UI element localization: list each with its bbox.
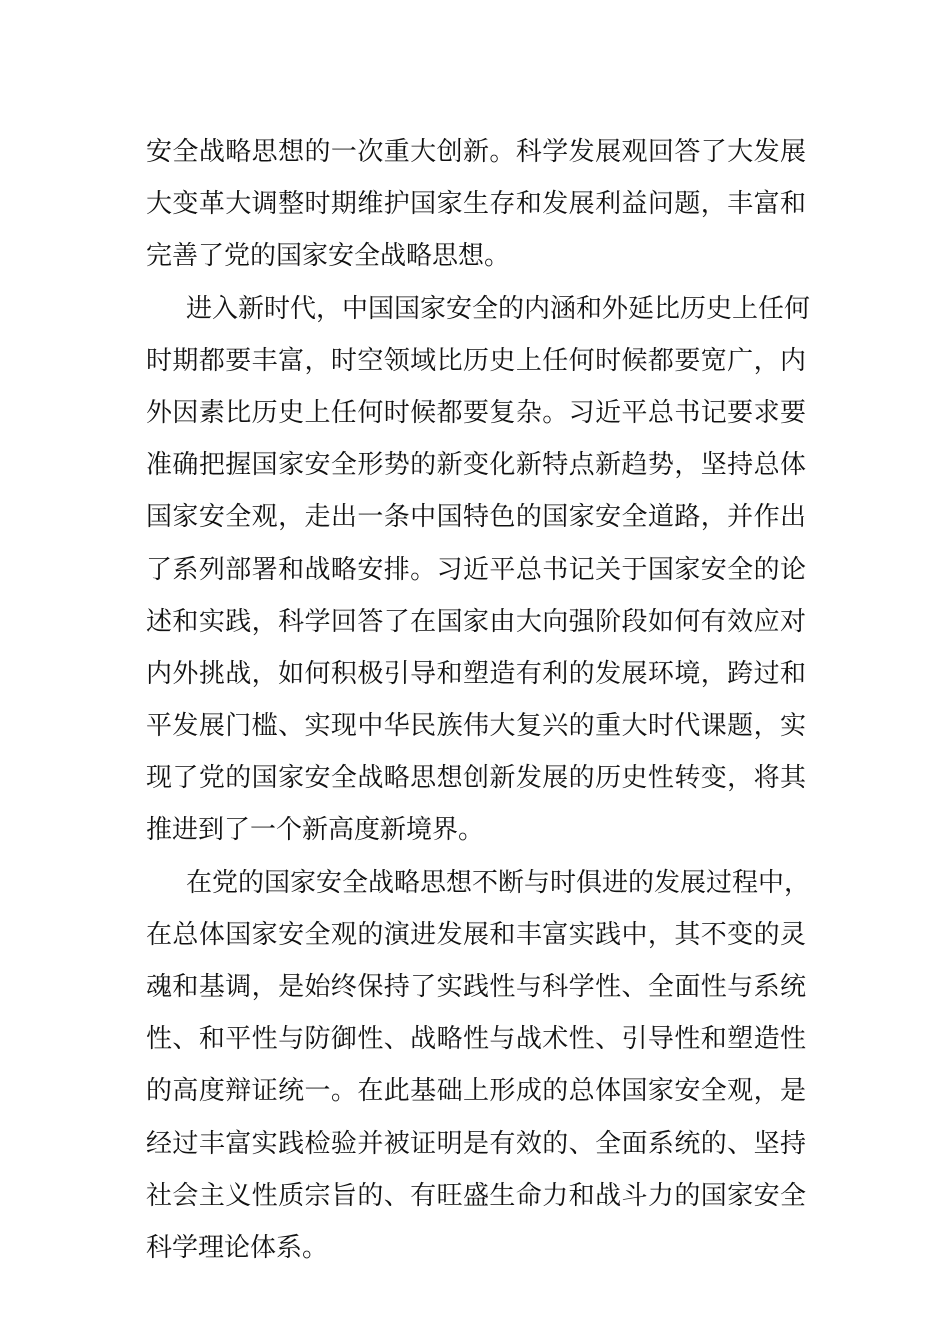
text-line: 社会主义性质宗旨的、有旺盛生命力和战斗力的国家安全	[146, 1180, 806, 1211]
text-line: 魂和基调，是始终保持了实践性与科学性、全面性与系统	[146, 972, 806, 1002]
text-line: 推进到了一个新高度新境界。	[146, 815, 485, 846]
text-line: 现了党的国家安全战略思想创新发展的历史性转变，将其	[146, 763, 806, 794]
text-line: 内外挑战，如何积极引导和塑造有利的发展环境，跨过和	[146, 658, 806, 689]
text-line: 性、和平性与防御性、战略性与战术性、引导性和塑造性	[146, 1024, 806, 1055]
text-line: 的高度辩证统一。在此基础上形成的总体国家安全观，是	[146, 1076, 806, 1107]
text-line: 科学理论体系。	[146, 1232, 329, 1263]
text-line: 国家安全观，走出一条中国特色的国家安全道路，并作出	[146, 502, 806, 533]
text-line: 时期都要丰富，时空领域比历史上任何时候都要宽广，内	[146, 345, 806, 376]
text-line: 在总体国家安全观的演进发展和丰富实践中，其不变的灵	[146, 919, 806, 950]
text-line: 经过丰富实践检验并被证明是有效的、全面系统的、坚持	[146, 1128, 806, 1159]
text-line: 外因素比历史上任何时候都要复杂。习近平总书记要求要	[146, 397, 806, 428]
paragraph-3	[146, 857, 811, 1275]
document-page	[146, 126, 811, 1274]
paragraph-1	[146, 126, 806, 283]
text-line: 进入新时代，中国国家安全的内涵和外延比历史上任何	[186, 293, 811, 324]
text-line: 准确把握国家安全形势的新变化新特点新趋势，坚持总体	[146, 450, 806, 481]
text-line: 安全战略思想的一次重大创新。科学发展观回答了大发展	[146, 137, 806, 167]
paragraph-2	[146, 283, 811, 857]
text-line: 平发展门槛、实现中华民族伟大复兴的重大时代课题，实	[146, 711, 806, 742]
text-line: 完善了党的国家安全战略思想。	[146, 241, 511, 272]
text-line: 在党的国家安全战略思想不断与时俱进的发展过程中，	[186, 867, 811, 898]
text-line: 述和实践，科学回答了在国家由大向强阶段如何有效应对	[146, 606, 806, 637]
text-line: 了系列部署和战略安排。习近平总书记关于国家安全的论	[146, 554, 806, 585]
text-line: 大变革大调整时期维护国家生存和发展利益问题，丰富和	[146, 189, 806, 220]
